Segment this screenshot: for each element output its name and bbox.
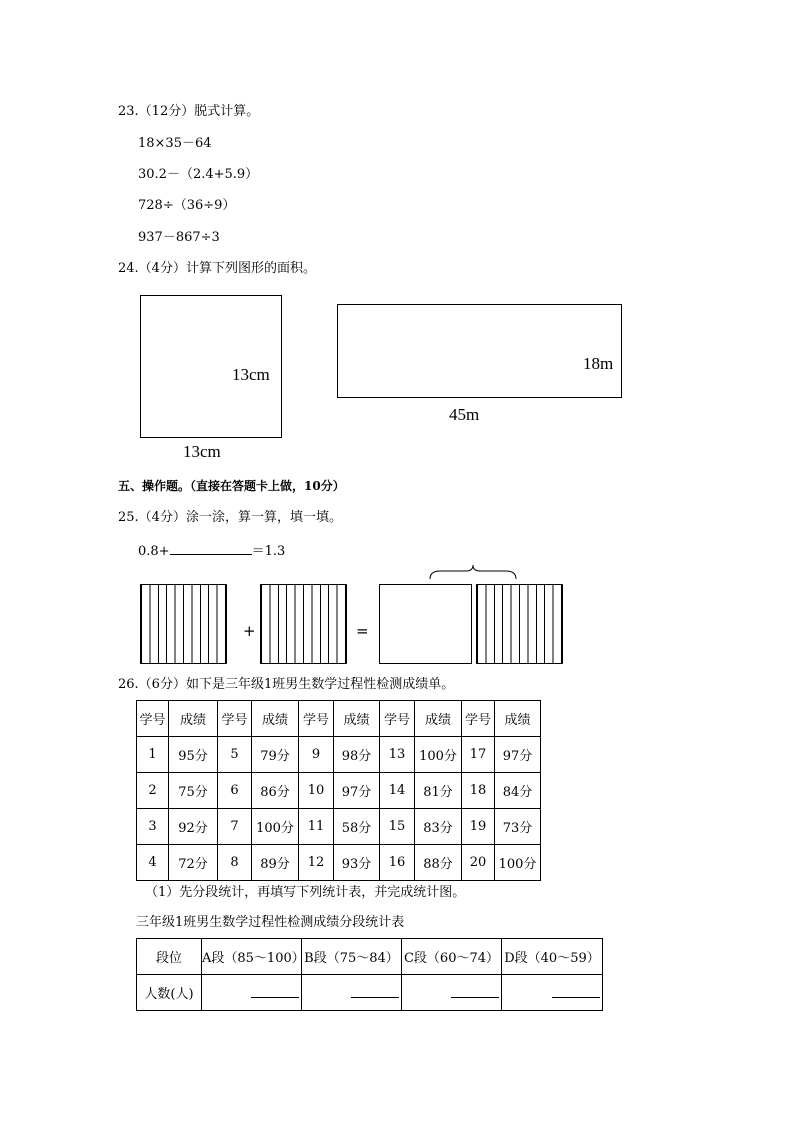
id-cell: 18 [462, 773, 495, 809]
q26-sub1: （1）先分段统计，再填写下列统计表，并完成统计图。 [145, 885, 466, 900]
score-cell: 86分 [252, 773, 299, 809]
id-cell: 10 [299, 773, 334, 809]
section-heading: 五、操作题。（直接在答题卡上做，10分） [118, 479, 345, 493]
count-cell-c [402, 975, 502, 1011]
score-cell: 83分 [415, 809, 462, 845]
q24-title: 24.（4分）计算下列图形的面积。 [118, 261, 316, 276]
score-cell: 81分 [415, 773, 462, 809]
square-bottom-label: 13cm [183, 442, 221, 461]
score-cell: 75分 [169, 773, 218, 809]
score-cell: 97分 [495, 737, 541, 773]
rect-width-label: 45m [449, 405, 480, 424]
count-cell-a [202, 975, 302, 1011]
stats-header-cell: C段（60～74） [402, 939, 502, 975]
header-cell: 学号 [137, 701, 169, 737]
answer-blank[interactable] [170, 542, 252, 555]
stats-header-cell: 段位 [137, 939, 202, 975]
plus-sign: + [243, 622, 256, 640]
id-cell: 13 [380, 737, 415, 773]
stats-header-row [137, 939, 603, 975]
answer-blank-d[interactable] [552, 983, 600, 998]
q23-item-1: 18×35－64 [138, 136, 212, 151]
id-cell: 12 [299, 845, 334, 881]
score-cell: 98分 [334, 737, 380, 773]
blank-grid[interactable] [379, 584, 472, 664]
decimal-grid-3[interactable] [476, 584, 563, 664]
table-row [137, 809, 541, 845]
count-cell-d [502, 975, 603, 1011]
stats-row-label: 人数(人) [137, 975, 202, 1011]
eq-left: 0.8+ [138, 544, 170, 559]
score-cell: 84分 [495, 773, 541, 809]
q23-item-2: 30.2－（2.4+5.9） [138, 167, 259, 182]
header-cell: 成绩 [415, 701, 462, 737]
id-cell: 2 [137, 773, 169, 809]
score-cell: 100分 [252, 809, 299, 845]
id-cell: 19 [462, 809, 495, 845]
header-cell: 成绩 [169, 701, 218, 737]
header-cell: 成绩 [495, 701, 541, 737]
id-cell: 17 [462, 737, 495, 773]
q23-title: 23.（12分）脱式计算。 [118, 104, 260, 119]
q23-item-3: 728÷（36÷9） [138, 198, 236, 213]
score-cell: 73分 [495, 809, 541, 845]
eq-right: ＝1.3 [251, 544, 286, 559]
header-cell: 成绩 [334, 701, 380, 737]
header-cell: 学号 [380, 701, 415, 737]
q26-title: 26.（6分）如下是三年级1班男生数学过程性检测成绩单。 [118, 677, 455, 692]
id-cell: 3 [137, 809, 169, 845]
equals-sign: = [356, 622, 369, 640]
score-cell: 100分 [495, 845, 541, 881]
stats-header-cell: A段（85～100） [202, 939, 302, 975]
score-cell: 100分 [415, 737, 462, 773]
decimal-grid-1[interactable] [140, 584, 227, 664]
q23-item-4: 937－867÷3 [138, 230, 220, 245]
stats-table [136, 938, 603, 1011]
score-cell: 89分 [252, 845, 299, 881]
id-cell: 8 [218, 845, 252, 881]
id-cell: 15 [380, 809, 415, 845]
score-cell: 93分 [334, 845, 380, 881]
id-cell: 7 [218, 809, 252, 845]
id-cell: 5 [218, 737, 252, 773]
id-cell: 11 [299, 809, 334, 845]
header-cell: 学号 [299, 701, 334, 737]
stats-header-cell: B段（75～84） [302, 939, 402, 975]
header-cell: 成绩 [252, 701, 299, 737]
score-cell: 79分 [252, 737, 299, 773]
q25-equation [138, 542, 285, 560]
id-cell: 16 [380, 845, 415, 881]
answer-blank-a[interactable] [251, 983, 299, 998]
answer-blank-b[interactable] [351, 983, 399, 998]
decimal-grid-2[interactable] [260, 584, 347, 664]
stats-table-title: 三年级1班男生数学过程性检测成绩分段统计表 [136, 915, 405, 930]
table-row [137, 773, 541, 809]
header-cell: 学号 [462, 701, 495, 737]
id-cell: 20 [462, 845, 495, 881]
score-cell: 97分 [334, 773, 380, 809]
stats-count-row [137, 975, 603, 1011]
score-cell: 72分 [169, 845, 218, 881]
score-cell: 88分 [415, 845, 462, 881]
table-header-row [137, 701, 541, 737]
table-row [137, 845, 541, 881]
rectangle-figure [337, 304, 622, 398]
q25-title: 25.（4分）涂一涂，算一算，填一填。 [118, 510, 342, 525]
stats-header-cell: D段（40～59） [502, 939, 603, 975]
id-cell: 6 [218, 773, 252, 809]
score-cell: 58分 [334, 809, 380, 845]
table-row [137, 737, 541, 773]
scores-table [136, 700, 541, 881]
square-side-label: 13cm [232, 365, 270, 384]
id-cell: 4 [137, 845, 169, 881]
rect-height-label: 18m [583, 354, 614, 373]
score-cell: 92分 [169, 809, 218, 845]
score-cell: 95分 [169, 737, 218, 773]
answer-blank-c[interactable] [451, 983, 499, 998]
id-cell: 1 [137, 737, 169, 773]
count-cell-b [302, 975, 402, 1011]
header-cell: 学号 [218, 701, 252, 737]
id-cell: 9 [299, 737, 334, 773]
id-cell: 14 [380, 773, 415, 809]
brace-icon [428, 563, 518, 581]
